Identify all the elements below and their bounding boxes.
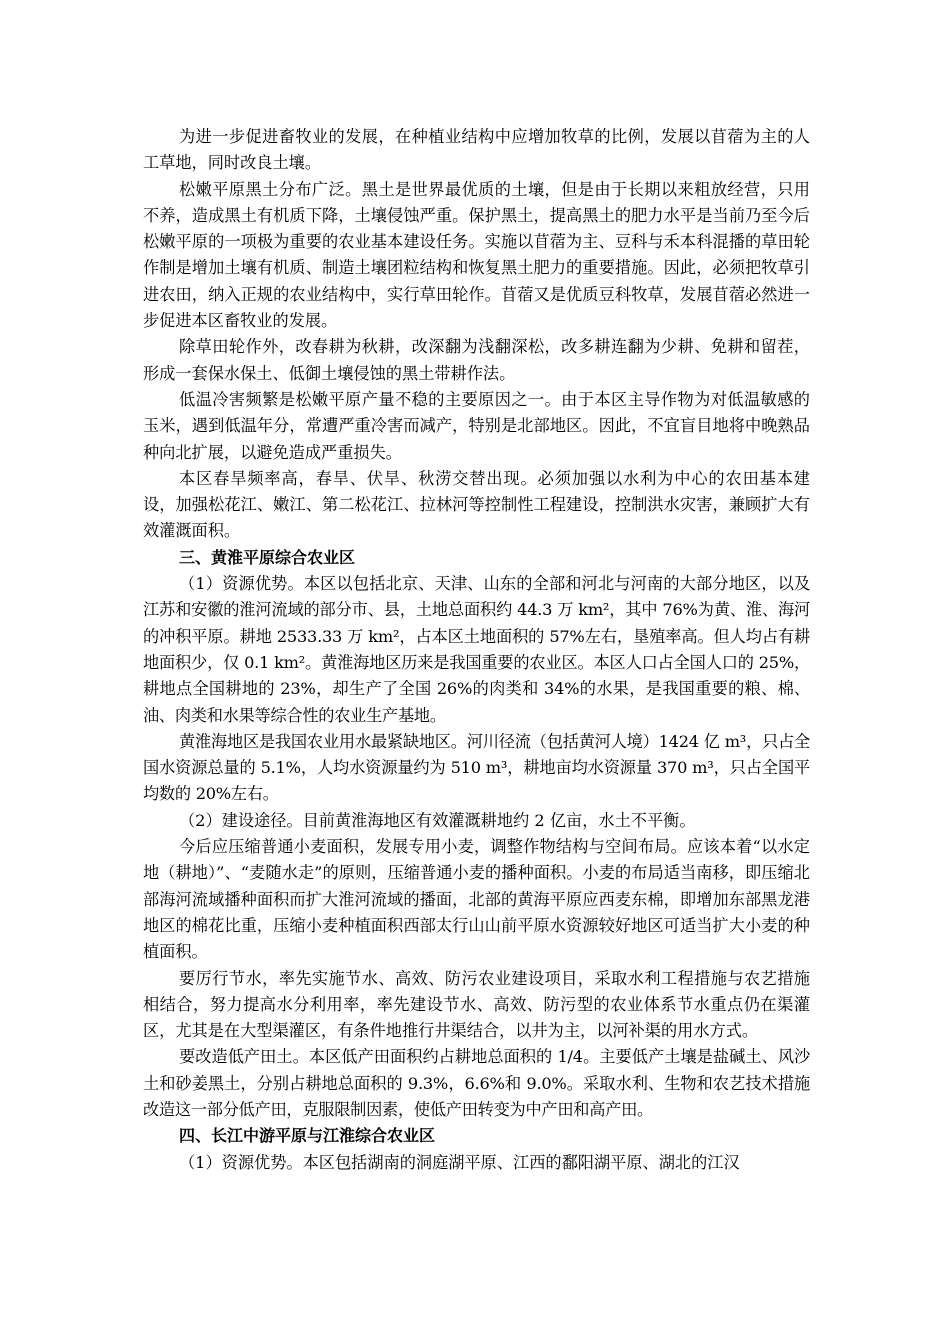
paragraph-huanghuai-construction: （2）建设途径。目前黄淮海地区有效灌溉耕地约 2 亿亩，水土不平衡。 [179,810,696,830]
paragraph-low-temperature: 低温冷害频繁是松嫩平原产量不稳的主要原因之一。由于本区主导作物为对低温敏感的玉米，遇到低温年分，常遭严重冷害而减产，特别是北部地区。因此，不宜盲目地将中晚熟品种向北扩展，以避免造成严重损失。 [143,389,810,462]
section-heading-huanghuai: 三、黄淮平原综合农业区 [179,547,356,567]
paragraph-black-soil: 松嫩平原黑土分布广泛。黑土是世界最优质的土壤，但是由于长期以来粗放经营，只用不养，造成黑土有机质下降，土壤侵蚀严重。保护黑土，提高黑土的肥力水平是当前乃至今后松嫩平原的一项极为重要的农业基本建设任务。实施以苜蓿为主、豆科与禾本科混播的草田轮作制是增加土壤有机质、制造土壤团粒结构和恢复黑土肥力的重要措施。因此，必须把牧草引进农田，纳入正规的农业结构中，实行草田轮作。苜蓿又是优质豆科牧草，发展苜蓿必然进一步促进本区畜牧业的发展。 [143,179,810,331]
paragraph-wheat-layout: 今后应压缩普通小麦面积，发展专用小麦，调整作物结构与空间布局。应该本着“以水定地（耕地）”、“麦随水走”的原则，压缩普通小麦的播种面积。小麦的布局适当南移，即压缩北部海河流域播种面积而扩大淮河流域的播面，北部的黄海平原应西麦东棉，即增加东部黑龙港地区的棉花比重，压缩小麦种植面积西部太行山山前平原水资源较好地区可适当扩大小麦的种植面积。 [143,837,810,962]
section-heading-yangtze: 四、长江中游平原与江淮综合农业区 [179,1126,436,1146]
paragraph-alfalfa-intro: 为进一步促进畜牧业的发展，在种植业结构中应增加牧草的比例，发展以苜蓿为主的人工草地，同时改良土壤。 [143,127,810,173]
paragraph-yangtze-resources: （1）资源优势。本区包括湖南的洞庭湖平原、江西的鄱阳湖平原、湖北的江汉 [179,1152,740,1172]
paragraph-huanghuai-water: 黄淮海地区是我国农业用水最紧缺地区。河川径流（包括黄河人境）1424 亿 m³，只占全国水资源总量的 5.1%，人均水资源量约为 510 m³，耕地亩均水资源量 370 m³，只占全国平均数的 20%左右。 [143,731,810,804]
paragraph-huanghuai-resources: （1）资源优势。本区以包括北京、天津、山东的全部和河北与河南的大部分地区，以及江苏和安徽的淮河流域的部分市、县，土地总面积约 44.3 万 km²，其中 76%为黄、淮、海河的冲积平原。耕地 2533.33 万 km²，占本区土地面积的 57%左右，垦殖率高。但人均占有耕地面积少，仅 0.1 km²。黄淮海地区历来是我国重要的农业区。本区人口占全国人口的 25%，耕地点全国耕地的 23%，却生产了全国 26%的肉类和 34%的水果，是我国重要的粮、棉、油、肉类和水果等综合性的农业生产基地。 [143,574,810,725]
paragraph-spring-drought: 本区春旱频率高，春旱、伏旱、秋涝交替出现。必须加强以水利为中心的农田基本建设，加强松花江、嫩江、第二松花江、拉林河等控制性工程建设，控制洪水灾害，兼顾扩大有效灌溉面积。 [143,468,810,541]
paragraph-tillage: 除草田轮作外，改春耕为秋耕，改深翻为浅翻深松，改多耕连翻为少耕、免耕和留茬，形成一套保水保土、低御土壤侵蚀的黑土带耕作法。 [143,337,810,383]
document-page [143,124,810,1176]
paragraph-water-saving: 要厉行节水，率先实施节水、高效、防污农业建设项目，采取水利工程措施与农艺措施相结合，努力提高水分利用率，率先建设节水、高效、防污型的农业体系节水重点仍在渠灌区，尤其是在大型渠灌区，有条件地推行井渠结合，以井为主，以河补渠的用水方式。 [143,968,810,1041]
paragraph-low-yield-land: 要改造低产田土。本区低产田面积约占耕地总面积的 1/4。主要低产土壤是盐碱土、风沙土和砂姜黑土，分别占耕地总面积的 9.3%，6.6%和 9.0%。采取水利、生物和农艺技术措施改造这一部分低产田，克服限制因素，使低产田转变为中产田和高产田。 [143,1047,810,1119]
